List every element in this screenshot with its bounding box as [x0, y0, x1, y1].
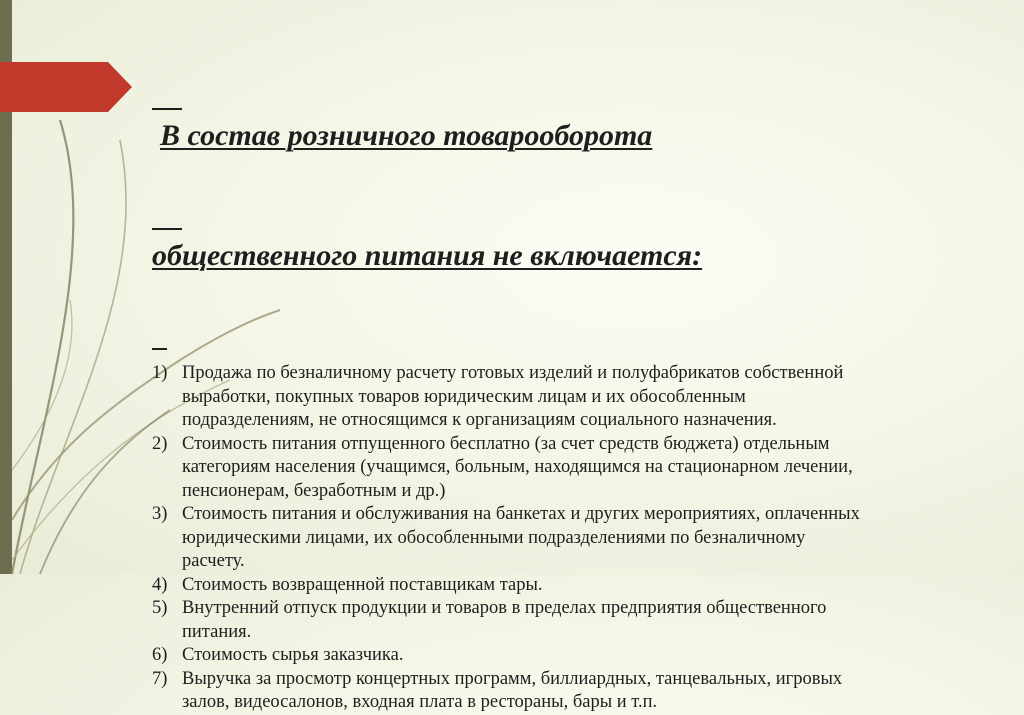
list-item	[152, 362, 872, 433]
list-item-number: 5)	[152, 598, 168, 618]
list-item-number: 3)	[152, 504, 168, 524]
title-line-2: общественного питания не включается:	[152, 239, 703, 272]
list-item-number: 7)	[152, 668, 168, 689]
slide-title	[152, 36, 872, 356]
list-item-text: Выручка за просмотр концертных программ, биллиардных, танцевальных, игровых залов, видеосалонов, входная плата в рестораны, бары и т.п.	[182, 668, 843, 712]
list-item-number: 2)	[152, 433, 168, 454]
list-item-number: 1)	[152, 363, 168, 383]
list-item	[152, 597, 872, 644]
list-item-number: 4)	[152, 574, 168, 595]
exclusions-list	[152, 362, 872, 715]
list-item	[152, 644, 872, 668]
title-line-1: В состав розничного товарооборота	[160, 119, 653, 152]
list-item-text: Стоимость возвращенной поставщикам тары.	[182, 574, 543, 595]
list-item-text: Стоимость питания и обслуживания на банкетах и других мероприятиях, оплаченных юридическими лицами, их обособленными подразделениями по безналичному расчету.	[182, 504, 860, 571]
list-item	[152, 574, 872, 598]
list-item-text: Продажа по безналичному расчету готовых изделий и полуфабрикатов собственной выработки, покупных товаров юридическим лицам и их обособленным подразделениям, не относящимся к организациям социального назначения.	[182, 363, 844, 430]
slide-content	[152, 36, 872, 715]
list-item	[152, 668, 872, 715]
red-arrow-marker	[0, 62, 132, 112]
list-item-number: 6)	[152, 645, 168, 665]
list-item	[152, 503, 872, 574]
list-item-text: Стоимость сырья заказчика.	[182, 645, 404, 665]
list-item-text: Стоимость питания отпущенного бесплатно (за счет средств бюджета) отдельным категориям населения (учащимся, больным, находящимся на стационарном лечении, пенсионерам, безработным и др.)	[182, 433, 853, 501]
list-item-text: Внутренний отпуск продукции и товаров в пределах предприятия общественного питания.	[182, 598, 827, 642]
list-item	[152, 433, 872, 504]
